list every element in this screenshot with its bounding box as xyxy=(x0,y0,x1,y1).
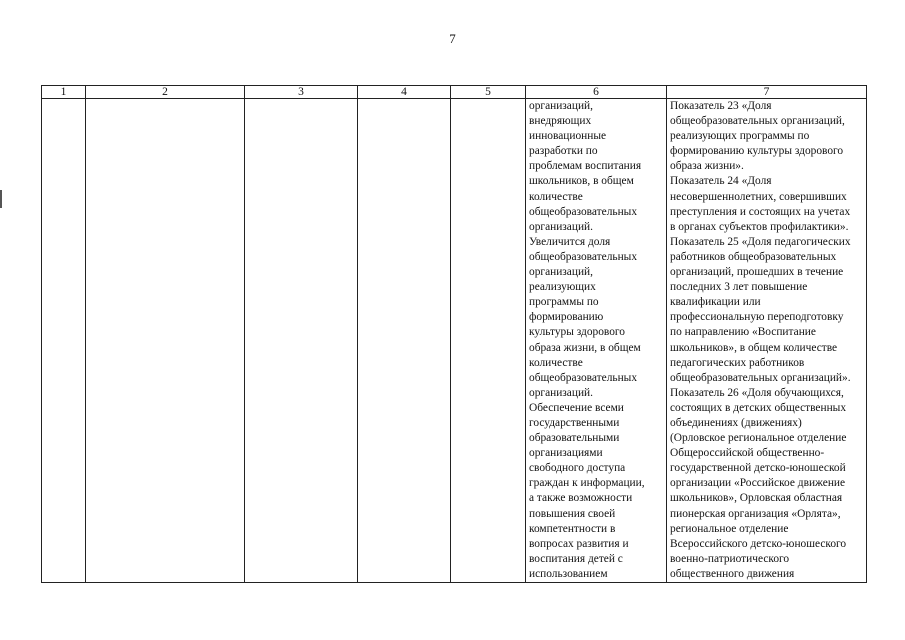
text-line: образа жизни». xyxy=(670,160,744,173)
text-line: педагогических работников xyxy=(670,356,805,369)
text-line: пионерская организация «Орлята», xyxy=(670,507,841,520)
column-header-5: 5 xyxy=(451,86,526,99)
column-header-2: 2 xyxy=(86,86,245,99)
page-number: 7 xyxy=(449,31,456,46)
text-line: организаций. xyxy=(529,220,593,233)
text-line: государственными xyxy=(529,416,620,429)
text-line: образа жизни, в общем xyxy=(529,341,641,354)
text-line: в органах субъектов профилактики». xyxy=(670,220,849,233)
table-header-row xyxy=(42,86,867,99)
text-line: общеобразовательных организаций». xyxy=(670,371,851,384)
text-line: организаций. xyxy=(529,386,593,399)
text-line: вопросах развития и xyxy=(529,537,629,550)
text-line: работников общеобразовательных xyxy=(670,250,837,263)
text-line: квалификации или xyxy=(670,296,761,309)
text-line: а также возможности xyxy=(529,492,633,505)
text-line: проблемам воспитания xyxy=(529,160,642,173)
text-line: последних 3 лет повышение xyxy=(670,281,808,294)
cell-col-2 xyxy=(86,99,245,583)
column-header-4: 4 xyxy=(358,86,451,99)
text-line: школьников», в общем количестве xyxy=(670,341,838,354)
text-line: военно-патриотического xyxy=(670,552,790,565)
expected-results-text xyxy=(526,99,666,582)
text-line: государственной детско-юношеской xyxy=(670,462,846,475)
cell-col-7 xyxy=(667,99,867,583)
text-line: культуры здорового xyxy=(529,326,625,339)
column-header-1: 1 xyxy=(42,86,86,99)
text-line: внедряющих xyxy=(529,115,592,128)
text-line: общеобразовательных организаций, xyxy=(670,115,845,128)
column-header-3: 3 xyxy=(245,86,358,99)
text-line: Показатель 23 «Доля xyxy=(670,100,772,112)
cell-col-1 xyxy=(42,99,86,583)
text-line: организациями xyxy=(529,447,603,460)
indicators-text xyxy=(667,99,866,582)
scan-margin-mark xyxy=(0,190,2,208)
text-line: организации «Российское движение xyxy=(670,477,846,490)
text-line: организаций, xyxy=(529,100,593,112)
text-line: объединениях (движениях) xyxy=(670,416,802,429)
text-line: Всероссийского детско-юношеского xyxy=(670,537,847,550)
text-line: Общероссийской общественно- xyxy=(670,447,825,460)
text-line: воспитания детей с xyxy=(529,552,623,565)
text-line: Показатель 25 «Доля педагогических xyxy=(670,235,851,248)
text-line: повышения своей xyxy=(529,507,616,520)
text-line: несовершеннолетних, совершивших xyxy=(670,190,847,203)
text-line: общеобразовательных xyxy=(529,205,638,218)
cell-col-3 xyxy=(245,99,358,583)
text-line: программы по xyxy=(529,296,599,309)
text-line: Увеличится доля xyxy=(529,235,611,248)
text-line: по направлению «Воспитание xyxy=(670,326,816,339)
text-line: образовательными xyxy=(529,432,620,445)
text-line: инновационные xyxy=(529,130,607,143)
column-header-7: 7 xyxy=(667,86,867,99)
text-line: использованием xyxy=(529,567,608,580)
text-line: формированию культуры здорового xyxy=(670,145,844,158)
cell-col-4 xyxy=(358,99,451,583)
document-table xyxy=(41,85,867,583)
text-line: разработки по xyxy=(529,145,598,158)
text-line: свободного доступа xyxy=(529,462,626,475)
text-line: реализующих программы по xyxy=(670,130,810,143)
text-line: преступления и состоящих на учетах xyxy=(670,205,851,218)
cell-col-5 xyxy=(451,99,526,583)
table-row xyxy=(42,99,867,583)
text-line: школьников, в общем xyxy=(529,175,634,188)
text-line: формированию xyxy=(529,311,604,324)
text-line: организаций, xyxy=(529,266,593,279)
text-line: профессиональную переподготовку xyxy=(670,311,844,324)
cell-col-6 xyxy=(526,99,667,583)
text-line: организаций, прошедших в течение xyxy=(670,266,844,279)
text-line: общественного движения xyxy=(670,567,795,580)
text-line: состоящих в детских общественных xyxy=(670,401,847,414)
text-line: количестве xyxy=(529,190,583,203)
text-line: компетентности в xyxy=(529,522,616,535)
text-line: количестве xyxy=(529,356,583,369)
text-line: реализующих xyxy=(529,281,596,294)
text-line: Показатель 24 «Доля xyxy=(670,175,772,188)
text-line: (Орловское региональное отделение xyxy=(670,432,847,445)
text-line: Показатель 26 «Доля обучающихся, xyxy=(670,386,844,399)
text-line: Обеспечение всеми xyxy=(529,401,624,414)
text-line: общеобразовательных xyxy=(529,250,638,263)
text-line: школьников», Орловская областная xyxy=(670,492,843,505)
column-header-6: 6 xyxy=(526,86,667,99)
text-line: общеобразовательных xyxy=(529,371,638,384)
text-line: граждан к информации, xyxy=(529,477,645,490)
text-line: региональное отделение xyxy=(670,522,789,535)
